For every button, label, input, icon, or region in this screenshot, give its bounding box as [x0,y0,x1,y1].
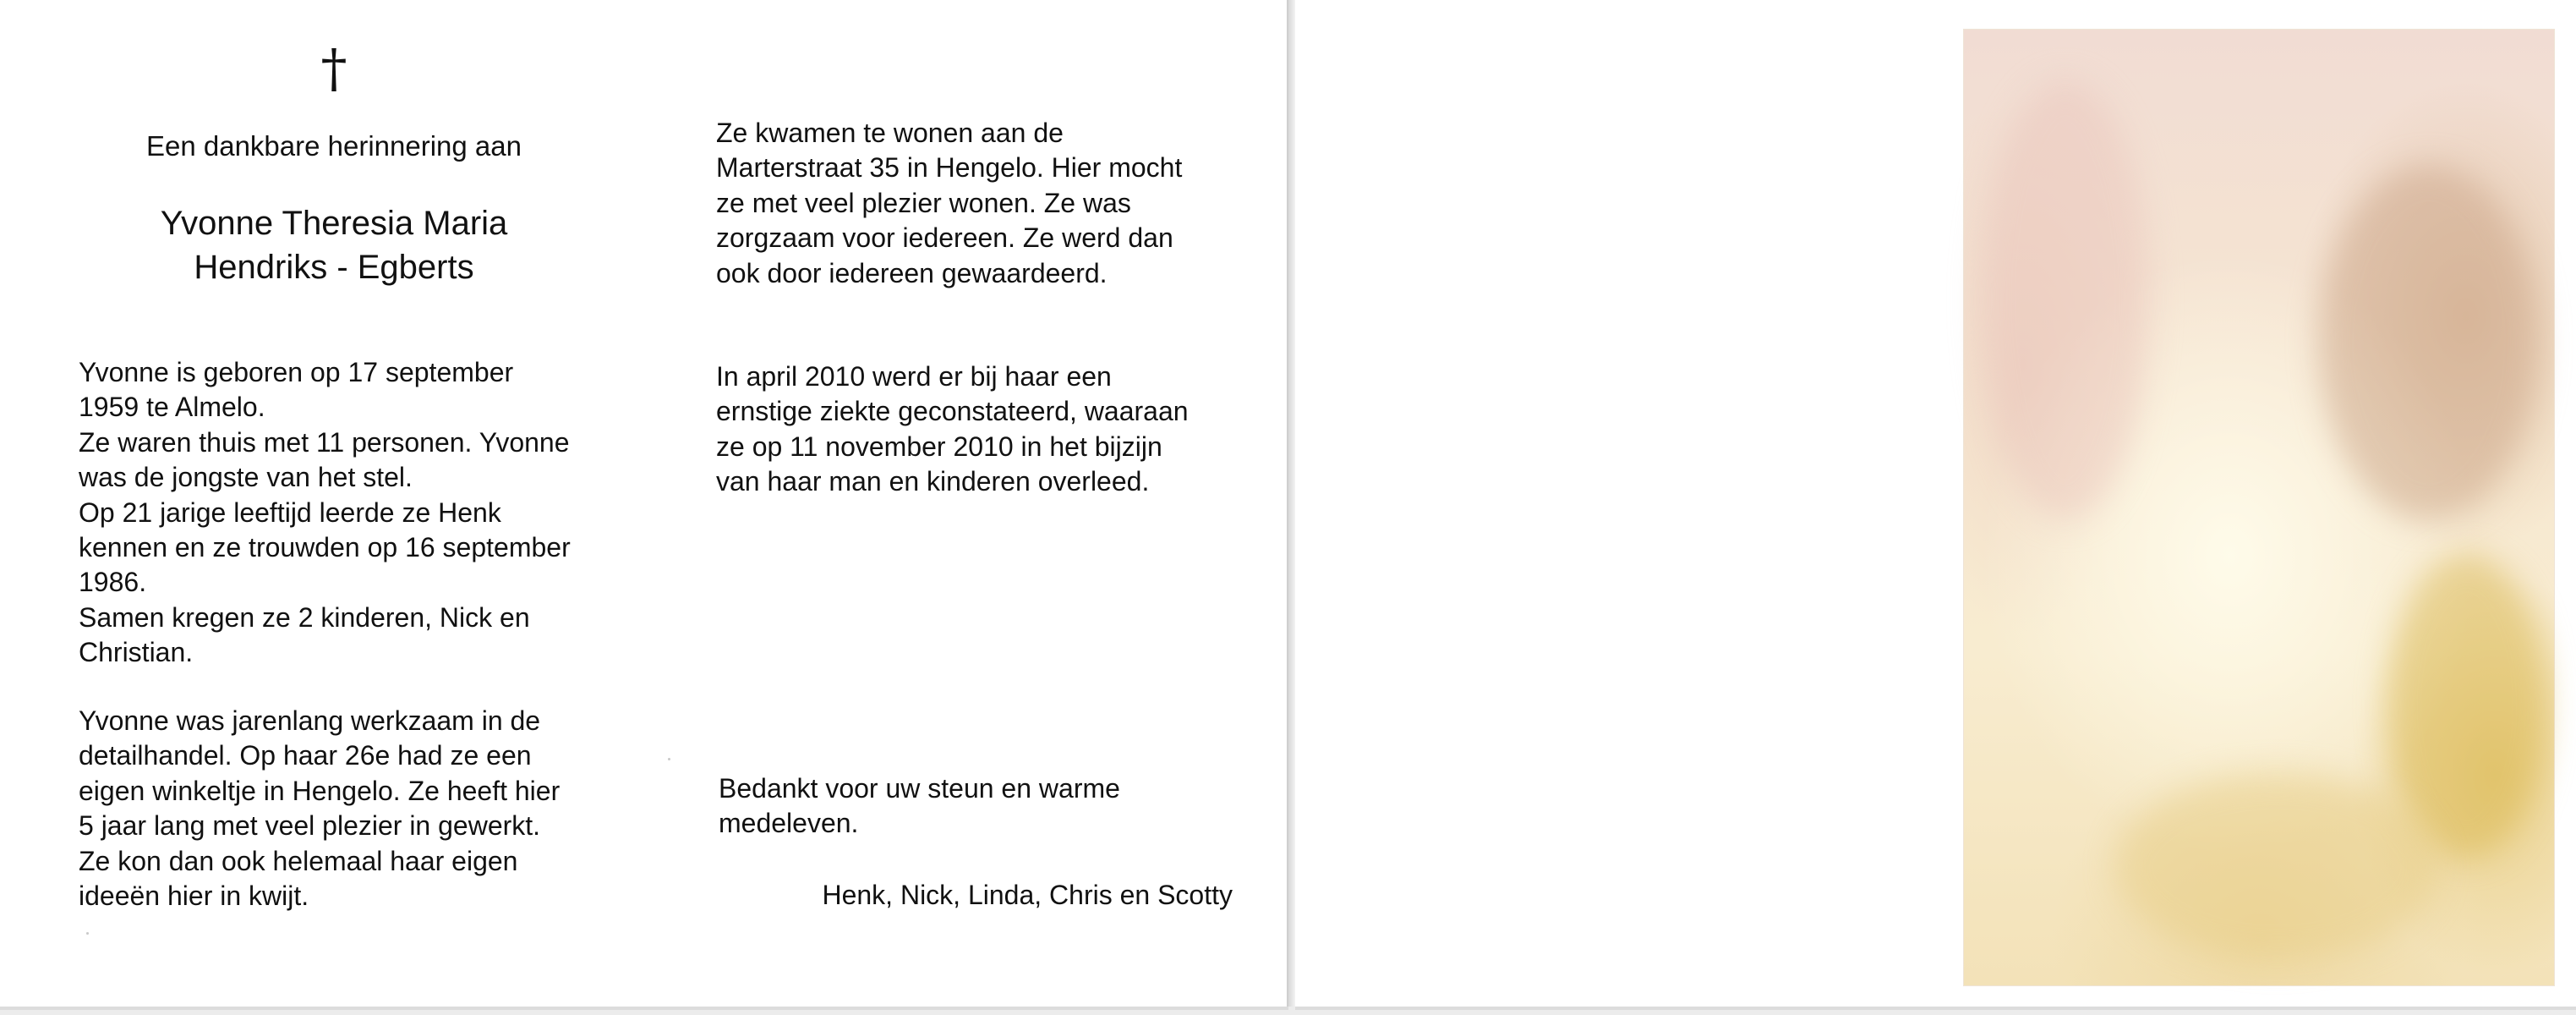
text-line: ze op 11 november 2010 in het bijzijn [716,431,1162,462]
biography-paragraph-1 [79,355,594,671]
deceased-name-line-2: Hendriks - Egberts [194,249,474,286]
text-line: medeleven. [719,808,859,839]
text-line: In april 2010 werd er bij haar een [716,361,1112,392]
deceased-name [76,201,592,289]
text-line: eigen winkeltje in Hengelo. Ze heeft hier [79,775,561,806]
text-line: Yvonne is geboren op 17 september [79,357,514,387]
dust-speck [668,758,670,760]
text-line: Op 21 jarige leeftijd leerde ze Henk [79,497,501,528]
text-line: was de jongste van het stel. [79,462,413,493]
text-line: kennen en ze trouwden op 16 september [79,532,571,563]
text-line: ze met veel plezier wonen. Ze was [716,187,1131,218]
text-line: 1959 te Almelo. [79,392,265,423]
text-line: zorgzaam voor iedereen. Ze werd dan [716,222,1173,254]
text-line: Yvonne was jarenlang werkzaam in de [79,705,541,736]
text-line: ook door iedereen gewaardeerd. [716,257,1108,288]
text-line: van haar man en kinderen overleed. [716,466,1150,497]
tree-foliage-shape [1981,80,2150,520]
text-line: ideeën hier in kwijt. [79,881,309,912]
text-line: Samen kregen ze 2 kinderen, Nick en [79,601,530,633]
text-line: 1986. [79,567,147,598]
text-line: 5 jaar lang met veel plezier in gewerkt. [79,810,541,842]
deceased-name-line-1: Yvonne Theresia Maria [160,205,508,242]
text-line: Ze kon dan ook helemaal haar eigen [79,845,518,876]
text-line: Bedankt voor uw steun en warme [719,773,1120,804]
card-fold [1288,0,1295,1007]
tree-foliage-shape [2319,165,2539,520]
memorial-subtitle: Een dankbare herinnering aan [145,130,522,162]
text-line: Ze kwamen te wonen aan de [716,118,1064,148]
biography-paragraph-2 [79,704,594,914]
biography-paragraph-3 [716,116,1232,291]
card-inner-page [0,0,1288,1007]
tree-foliage-shape [2387,554,2547,859]
text-line: Christian. [79,637,194,668]
cross-icon: † [320,37,347,99]
text-line: ernstige ziekte geconstateerd, waaraan [716,396,1189,427]
forest-photo [1963,29,2555,986]
family-signature: Henk, Nick, Linda, Chris en Scotty [822,880,1233,910]
biography-paragraph-4 [716,359,1232,500]
path-ground-shape [2116,774,2437,960]
thank-you-paragraph [719,771,1234,842]
text-line: Marterstraat 35 in Hengelo. Hier mocht [716,152,1183,184]
card-cover-page [1295,0,2576,1007]
text-line: Ze waren thuis met 11 personen. Yvonne [79,426,570,458]
dust-speck [86,932,89,935]
text-line: detailhandel. Op haar 26e had ze een [79,740,532,771]
